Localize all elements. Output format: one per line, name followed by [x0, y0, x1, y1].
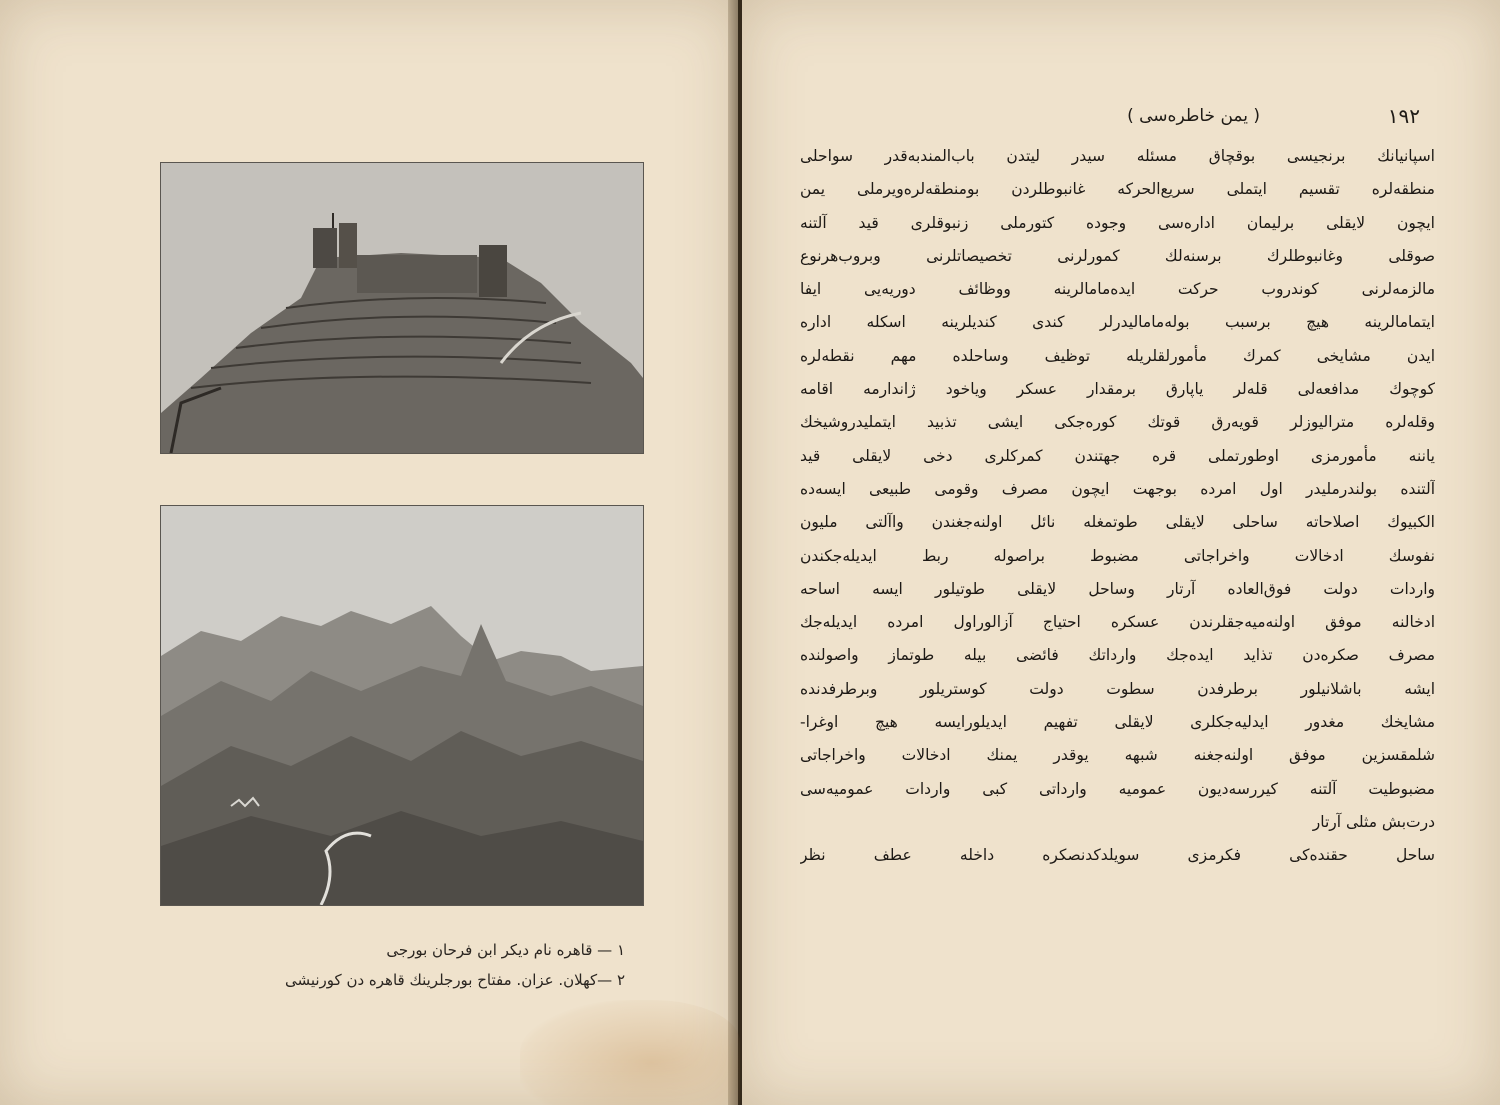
text-line: ادخالنه موفق اولنه‌میه‌جقلرندن عسکره احتیاج آزالوراول امرده ایدیله‌جك [800, 613, 1435, 632]
running-head [800, 104, 1420, 132]
left-page [0, 0, 738, 1105]
text-line: ایچون لایقلی برلیمان اداره‌سی وجوده کتورملی زنبوقلری قید آلتنه [800, 213, 1435, 232]
text-line: ایدن مشایخی کمرك مأمورلقلریله توظیف وساحلده مهم نقطه‌لره [800, 346, 1435, 365]
text-line: آلتنده بولندرملیدر اول امرده بوجهت ایچون مصرف وقومی طبیعی ایسه‌ده [800, 479, 1435, 498]
text-line: منطقه‌لره تقسیم ایتملی سریع‌الحرکه غانبوطلردن بومنطقه‌لره‌ویرملی یمن [800, 180, 1435, 199]
plate-caption-2: ٢ —کهلان. عزان. مفتاح بورجلرینك قاهره دن کورنیشی [284, 971, 625, 989]
text-line: مالزمه‌لرنی کوندروب حرکت ایده‌مامالرینه ووظائف دوریه‌یی ایفا [800, 280, 1435, 299]
text-line: درت‌بش مثلی آرتار [1312, 812, 1435, 831]
text-line: مشایخك مغدور ایدلیه‌جکلری لایقلی تفهیم ایدیلورایسه هیچ اوغرا- [800, 713, 1435, 732]
text-line: مصرف صکره‌دن تذاید ایده‌جك وارداتك فائضی بیله طوتماز واصولنده [800, 646, 1435, 665]
text-line: وقله‌لره مترالیوزلر قویه‌رق قوتك کوره‌جکی ایشی تذبید ایتملیدروشیخك [800, 413, 1435, 432]
castle-illustration [160, 162, 644, 454]
text-line: ساحل حقنده‌کی فکرمزی سویلدکدنصکره داخله عطف نظر [800, 846, 1435, 865]
text-line: مضبوطیت آلتنه کیررسه‌دیون عمومیه وارداتی کبی واردات عمومیه‌سی [800, 779, 1435, 798]
plate-caption-1: ١ — قاهره نام دیکر ابن فرحان بورجی [386, 941, 625, 959]
text-line: واردات دولت فوق‌العاده آرتار وساحل لایقلی طوتیلور ایسه اساحه [800, 579, 1435, 598]
plate-captions [225, 935, 625, 995]
text-line: کوچوك مدافعه‌لی قله‌لر یاپارق برمقدار عسکر ویاخود ژاندارمه اقامه [800, 380, 1435, 399]
text-line: صوقلی وغانبوطلرك برسنه‌لك کمورلرنی تخصیصاتلرنی وبروب‌هرنوع [800, 246, 1435, 265]
body-text [800, 140, 1435, 873]
text-line: ایشه باشلانیلور برطرفدن سطوت دولت کوستریلور وبرطرفدنده [800, 679, 1435, 698]
text-line: شلمقسزین موفق اولنه‌جغنه شبهه یوقدر یمنك ادخالات واخراجاتی [800, 746, 1435, 765]
text-line: نفوسك ادخالات واخراجاتی مضبوط براصوله ربط ایدیله‌جکندن [800, 546, 1435, 565]
text-line: اسپانیانك برنجیسی بوقچاق مسئله سیدر لیتدن باب‌المندبه‌قدر سواحلی [800, 147, 1435, 165]
mountain-illustration [160, 505, 644, 906]
page-number: ١٩٢ [1387, 104, 1420, 128]
water-stain [520, 1000, 740, 1105]
running-title: ( يمن خاطره‌سی ) [1127, 106, 1260, 126]
text-line: الکبیوك اصلاحاته ساحلی لایقلی طوتمغله نائل اولنه‌جغندن واآلتی ملیون [800, 513, 1435, 532]
text-line: ایتمامالرینه هیچ برسبب بوله‌مامالیدرلر کندی کندیلرینه اسکله اداره [800, 313, 1435, 332]
text-line: یاننه مأمورمزی اوطورتملی قره جهتندن کمرکلری دخی لایقلی قید [800, 446, 1435, 465]
mountain-illustration-drawing [161, 506, 643, 905]
castle-illustration-drawing [161, 163, 643, 453]
